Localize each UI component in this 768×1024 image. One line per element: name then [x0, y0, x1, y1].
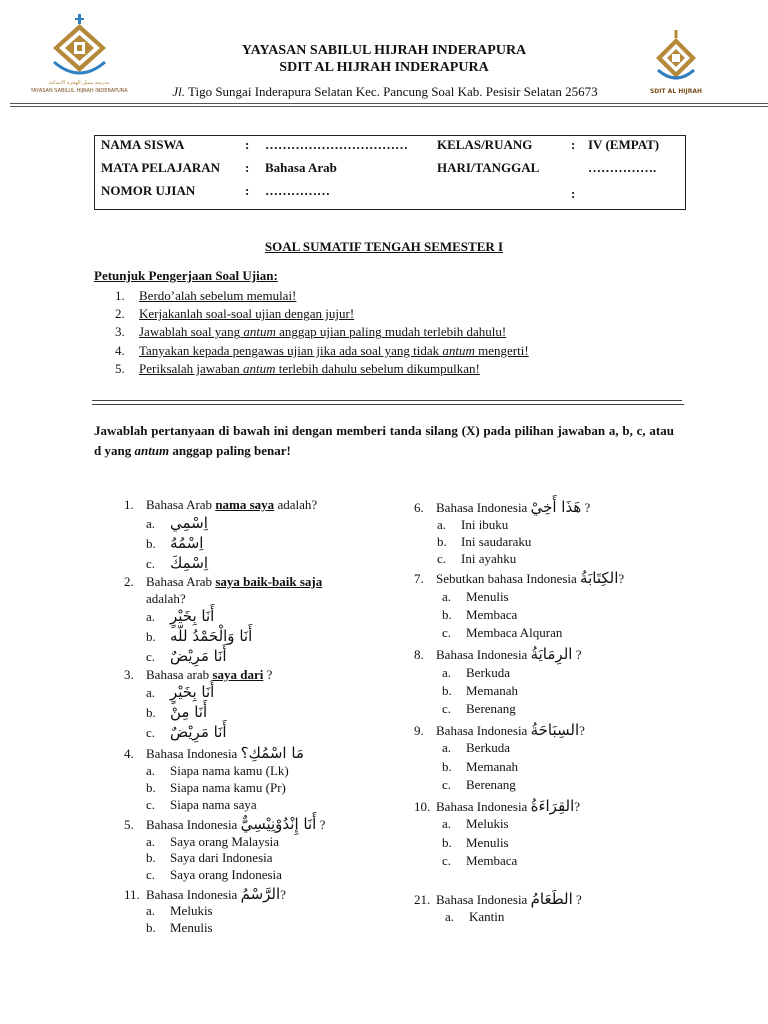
- q10-option-a[interactable]: a. Melukis: [442, 816, 509, 831]
- q21-option-a[interactable]: a. Kantin: [445, 909, 505, 924]
- q9-option-c[interactable]: c. Berenang: [442, 777, 516, 792]
- instruction-item: 2. Kerjakanlah soal-soal ujian dengan jujur!: [115, 306, 355, 322]
- q10-option-c[interactable]: c. Membaca: [442, 853, 518, 868]
- logo-right-caption: SDIT AL HIJRAH: [649, 88, 703, 95]
- class-label: KELAS/RUANG: [437, 137, 533, 152]
- q2-option-b[interactable]: b. أَنَا وَالْحَمْدُ للّه: [146, 627, 253, 645]
- q8-option-b[interactable]: b. Memanah: [442, 683, 518, 698]
- header-divider: [10, 103, 768, 104]
- exam-number-field[interactable]: ……………: [265, 183, 330, 198]
- school-emblem-icon: [648, 30, 704, 88]
- question-11: 11. Bahasa Indonesia الرَّسْمُ?: [124, 885, 286, 903]
- instruction-item: 5. Periksalah jawaban antum terlebih dahulu sebelum dikumpulkan!: [115, 360, 480, 376]
- q7-option-c[interactable]: c. Membaca Alquran: [442, 625, 563, 640]
- class-value: IV (EMPAT): [588, 137, 660, 152]
- exam-number-colon: :: [245, 183, 250, 198]
- q3-option-a[interactable]: a. أَنَا بِخَيْرٍ: [146, 683, 215, 701]
- q3-option-c[interactable]: c. أَنَا مَرِيْضٌ: [146, 723, 227, 741]
- name-field[interactable]: ……………………………: [265, 137, 408, 152]
- q1-option-a[interactable]: a. اِسْمِي: [146, 514, 208, 532]
- q5-option-b[interactable]: b. Saya dari Indonesia: [146, 850, 273, 865]
- q5-option-c[interactable]: c. Saya orang Indonesia: [146, 867, 282, 882]
- logo-left-arabic: مدرسة سبيل الهجرة الابتدائية: [48, 80, 110, 86]
- instruction-item: 3. Jawablah soal yang antum anggap ujian paling mudah terlebih dahulu!: [115, 324, 507, 340]
- school-address: [120, 84, 650, 100]
- q1-option-b[interactable]: b. اِسْمُهُ: [146, 534, 204, 552]
- q7-option-b[interactable]: b. Membaca: [442, 607, 518, 622]
- answer-instructions: Jawablah pertanyaan di bawah ini dengan memberi tanda silang (X) pada pilihan jawaban a, b, c, atau d yang antum anggap paling benar!: [94, 423, 674, 458]
- question-8: 8. Bahasa Indonesia الرِمَايَةُ ?: [414, 645, 582, 663]
- instructions-list: [94, 287, 529, 378]
- q4-option-b[interactable]: b. Siapa nama kamu (Pr): [146, 780, 286, 795]
- section-divider-thin: [92, 404, 684, 405]
- q9-option-a[interactable]: a. Berkuda: [442, 740, 511, 755]
- q9-option-b[interactable]: b. Memanah: [442, 759, 518, 774]
- question-10: 10. Bahasa Indonesia القِرَاءَةُ?: [414, 797, 581, 815]
- q7-option-a[interactable]: a. Menulis: [442, 589, 509, 604]
- q3-option-b[interactable]: b. أَنَا مِنْ: [146, 703, 208, 721]
- q11-option-a[interactable]: a. Melukis: [146, 903, 213, 918]
- q2-option-c[interactable]: c. أَنَا مَرِيْضٌ: [146, 647, 227, 665]
- question-3: 3. Bahasa arab saya dari ?: [124, 667, 273, 682]
- subject-colon: :: [245, 160, 250, 175]
- exam-number-label: NOMOR UJIAN: [101, 183, 196, 198]
- school-name: SDIT AL HIJRAH INDERAPURA: [279, 60, 489, 75]
- name-label: NAMA SISWA: [101, 137, 185, 152]
- q10-option-b[interactable]: b. Menulis: [442, 835, 509, 850]
- question-9: 9. Bahasa Indonesia السِبَاحَةُ?: [414, 721, 585, 739]
- q6-option-b[interactable]: b. Ini saudaraku: [437, 534, 532, 549]
- date-field[interactable]: …………….: [588, 160, 657, 175]
- question-2-line-2: adalah?: [146, 591, 186, 606]
- student-identity-box: [94, 135, 686, 210]
- name-colon: :: [245, 137, 250, 152]
- foundation-name: YAYASAN SABILUL HIJRAH INDERAPURA: [241, 43, 527, 58]
- q6-option-a[interactable]: a. Ini ibuku: [437, 517, 509, 532]
- instruction-item: 1. Berdo’alah sebelum memulai!: [115, 288, 297, 303]
- q4-option-c[interactable]: c. Siapa nama saya: [146, 797, 257, 812]
- address-prefix: Jl.: [172, 84, 185, 99]
- instructions-heading: Petunjuk Pengerjaan Soal Ujian:: [94, 268, 278, 283]
- address-text: Tigo Sungai Inderapura Selatan Kec. Pancung Soal Kab. Pesisir Selatan 25673: [184, 84, 598, 99]
- q8-option-c[interactable]: c. Berenang: [442, 701, 516, 716]
- q1-option-c[interactable]: c. اِسْمِكَ: [146, 554, 209, 572]
- exam-title: SOAL SUMATIF TENGAH SEMESTER I: [264, 239, 504, 254]
- question-2: 2. Bahasa Arab saya baik-baik saja: [124, 574, 323, 589]
- question-21: 21. Bahasa Indonesia الطَعَامُ ?: [414, 890, 582, 908]
- q8-option-a[interactable]: a. Berkuda: [442, 665, 511, 680]
- section-divider: [92, 400, 682, 401]
- q5-option-a[interactable]: a. Saya orang Malaysia: [146, 834, 280, 849]
- q11-option-b[interactable]: b. Menulis: [146, 920, 213, 935]
- date-label: HARI/TANGGAL: [437, 160, 540, 175]
- school-logo-right: [648, 30, 704, 100]
- question-6: 6. Bahasa Indonesia هَذَا أَخِيْ ?: [414, 498, 591, 516]
- subject-label: MATA PELAJARAN: [101, 160, 221, 175]
- q4-option-a[interactable]: a. Siapa nama kamu (Lk): [146, 763, 289, 778]
- q6-option-c[interactable]: c. Ini ayahku: [437, 551, 517, 566]
- q2-option-a[interactable]: a. أَنَا بِخَيْرٍ: [146, 607, 215, 625]
- date-colon: :: [571, 186, 576, 201]
- question-4: 4. Bahasa Indonesia مَا اسْمُكِ؟: [124, 744, 304, 762]
- school-logo-left: [30, 12, 128, 98]
- header-divider-thin: [10, 106, 768, 107]
- question-5: 5. Bahasa Indonesia أَنَا إِنْدُوْنِيْسِيٌّ ?: [124, 815, 326, 833]
- class-colon: :: [571, 137, 576, 152]
- question-1: 1. Bahasa Arab nama saya adalah?: [124, 497, 318, 512]
- instruction-item: 4. Tanyakan kepada pengawas ujian jika ada soal yang tidak antum mengerti!: [115, 342, 529, 358]
- subject-value: Bahasa Arab: [265, 160, 337, 175]
- logo-left-caption: YAYASAN SABILUL HIJRAH INDERAPURA: [30, 88, 128, 94]
- question-7: 7. Sebutkan bahasa Indonesia الكِتَابَةُ?: [414, 569, 625, 587]
